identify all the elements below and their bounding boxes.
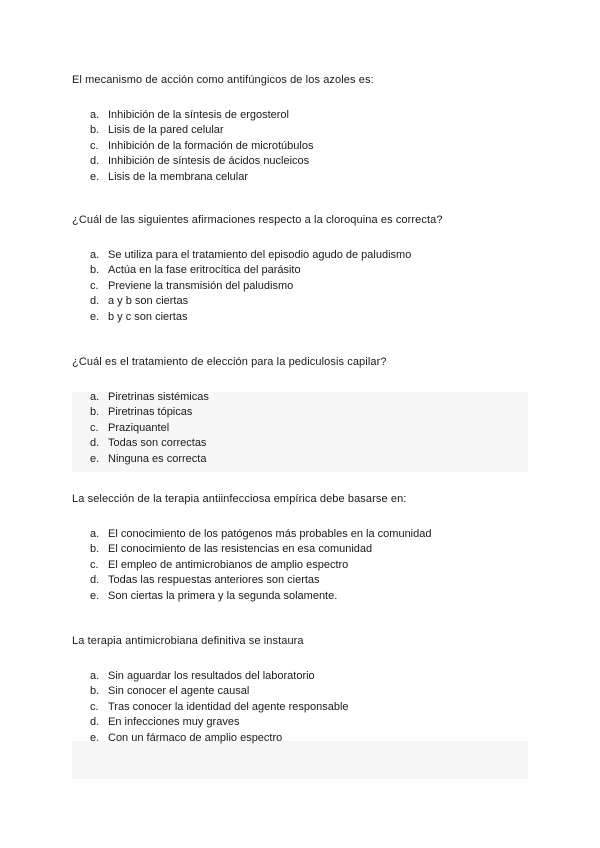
- option-letter: e.: [90, 170, 100, 183]
- question-5: [72, 634, 542, 746]
- option-letter: d.: [90, 716, 100, 729]
- option-item: [72, 527, 542, 542]
- option-item: [72, 405, 542, 420]
- option-text: En infecciones muy graves: [108, 716, 240, 729]
- option-text: Sin aguardar los resultados del laboratorio: [108, 670, 315, 682]
- option-text: Lisis de la pared celular: [108, 124, 224, 137]
- option-item: [72, 108, 542, 123]
- option-text: Tras conocer la identidad del agente responsable: [108, 700, 349, 713]
- option-item: [72, 390, 542, 405]
- option-letter: c.: [90, 139, 99, 152]
- option-letter: d.: [90, 574, 100, 587]
- option-letter: e.: [90, 589, 100, 602]
- option-text: Piretrinas tópicas: [108, 406, 193, 419]
- option-item: [72, 436, 542, 451]
- option-item: [72, 573, 542, 588]
- option-letter: a.: [90, 249, 100, 261]
- option-list: [72, 248, 542, 325]
- option-letter: c.: [90, 558, 99, 571]
- option-text: Son ciertas la primera y la segunda solamente.: [108, 589, 338, 602]
- option-item: [72, 669, 542, 684]
- option-text: b y c son ciertas: [108, 310, 188, 323]
- option-list: [72, 669, 542, 746]
- option-letter: e.: [90, 731, 100, 744]
- option-letter: d.: [90, 437, 100, 450]
- option-item: [72, 170, 542, 185]
- option-list: [72, 390, 542, 467]
- option-letter: d.: [90, 295, 100, 308]
- option-letter: b.: [90, 264, 100, 277]
- option-item: [72, 700, 542, 715]
- option-letter: c.: [90, 279, 99, 292]
- option-letter: a.: [90, 528, 100, 540]
- option-text: Inhibición de la formación de microtúbulos: [108, 139, 314, 152]
- option-letter: a.: [90, 109, 100, 121]
- option-text: Lisis de la membrana celular: [108, 170, 249, 183]
- option-letter: a.: [90, 670, 100, 682]
- option-list: [72, 108, 542, 185]
- option-item: [72, 542, 542, 557]
- option-text: El conocimiento de las resistencias en esa comunidad: [108, 543, 373, 556]
- option-text: El empleo de antimicrobianos de amplio espectro: [108, 558, 349, 571]
- question-1: [72, 73, 542, 185]
- question-text: La terapia antimicrobiana definitiva se instaura: [72, 635, 304, 647]
- question-2: [72, 213, 542, 325]
- option-item: [72, 558, 542, 573]
- option-item: [72, 684, 542, 699]
- shaded-region: [72, 741, 528, 779]
- option-list: [72, 527, 542, 604]
- option-text: Todas son correctas: [108, 437, 207, 450]
- option-item: [72, 248, 542, 263]
- option-letter: c.: [90, 700, 99, 713]
- option-letter: e.: [90, 452, 100, 465]
- option-letter: b.: [90, 124, 100, 137]
- option-text: Actúa en la fase eritrocítica del parásito: [108, 264, 301, 277]
- option-item: [72, 123, 542, 138]
- option-text: Previene la transmisión del paludismo: [108, 279, 294, 292]
- option-text: Praziquantel: [108, 421, 170, 434]
- option-item: [72, 589, 542, 604]
- option-letter: c.: [90, 421, 99, 434]
- option-letter: b.: [90, 543, 100, 556]
- option-text: Todas las respuestas anteriores son ciertas: [108, 574, 320, 587]
- option-item: [72, 715, 542, 730]
- option-letter: b.: [90, 685, 100, 698]
- question-text: ¿Cuál de las siguientes afirmaciones respecto a la cloroquina es correcta?: [72, 214, 443, 226]
- option-item: [72, 294, 542, 309]
- option-item: [72, 452, 542, 467]
- option-text: Se utiliza para el tratamiento del episodio agudo de paludismo: [108, 249, 412, 261]
- option-text: a y b son ciertas: [108, 295, 189, 308]
- question-text: La selección de la terapia antiinfecciosa empírica debe basarse en:: [72, 493, 407, 505]
- option-item: [72, 154, 542, 169]
- question-3: [72, 355, 542, 467]
- option-letter: b.: [90, 406, 100, 419]
- option-item: [72, 310, 542, 325]
- option-text: Inhibición de la síntesis de ergosterol: [108, 109, 289, 121]
- option-item: [72, 421, 542, 436]
- option-text: Sin conocer el agente causal: [108, 685, 250, 698]
- option-text: Con un fármaco de amplio espectro: [108, 731, 283, 744]
- option-letter: e.: [90, 310, 100, 323]
- option-item: [72, 263, 542, 278]
- option-item: [72, 279, 542, 294]
- option-letter: a.: [90, 391, 100, 403]
- option-text: Inhibición de síntesis de ácidos nucleicos: [108, 155, 310, 168]
- question-text: El mecanismo de acción como antifúngicos de los azoles es:: [72, 74, 374, 86]
- option-item: [72, 731, 542, 746]
- option-text: Piretrinas sistémicas: [108, 391, 209, 403]
- option-text: Ninguna es correcta: [108, 452, 207, 465]
- option-item: [72, 139, 542, 154]
- question-4: [72, 492, 542, 604]
- question-text: ¿Cuál es el tratamiento de elección para la pediculosis capilar?: [72, 356, 387, 368]
- option-letter: d.: [90, 155, 100, 168]
- option-text: El conocimiento de los patógenos más probables en la comunidad: [108, 528, 432, 540]
